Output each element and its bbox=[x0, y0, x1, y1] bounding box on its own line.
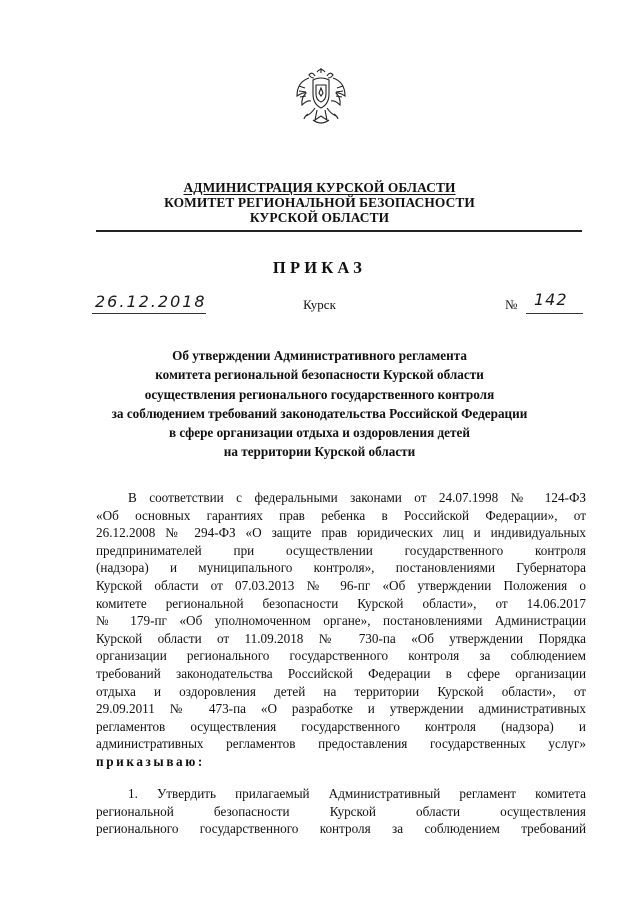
title-line: на территории Курской области bbox=[223, 444, 416, 460]
document-city: Курск bbox=[303, 297, 336, 312]
body-line: Курской области от 07.03.2013 № 96-пг «Об утверждении Положения о bbox=[96, 577, 586, 593]
body-line: (надзора) и муниципального контроля», постановлениями Губернатора bbox=[96, 560, 586, 576]
body-line: В соответствии с федеральными законами от 24.07.1998 № 124-ФЗ bbox=[128, 490, 586, 505]
body-line: Курской области от 11.09.2018 № 730-па «Об утверждении Порядка bbox=[96, 630, 586, 646]
clause-line: 1. Утвердить прилагаемый Административный регламент комитета bbox=[128, 786, 586, 801]
date-underline bbox=[92, 313, 206, 314]
preamble-paragraph bbox=[96, 489, 586, 771]
title-line: осуществления регионального государственного контроля bbox=[144, 386, 495, 402]
document-type: ПРИКАЗ bbox=[272, 258, 367, 277]
title-line: Об утверждении Административного регламента bbox=[172, 348, 467, 363]
body-line: требований законодательства Российской Федерации в сфере организации bbox=[96, 665, 586, 681]
document-date: 26.12.2018 bbox=[95, 292, 207, 311]
number-underline bbox=[526, 313, 583, 314]
clause-1-paragraph bbox=[96, 785, 586, 838]
body-line: организации регионального государственного контроля за соблюдением bbox=[96, 648, 586, 664]
body-line: № 179-пг «Об уполномоченном органе», постановлениями Администрации bbox=[96, 613, 586, 629]
body-line: регламентов осуществления государственного контроля (надзора) и bbox=[96, 718, 586, 734]
document-number: 142 bbox=[534, 290, 568, 309]
header-divider bbox=[96, 230, 582, 232]
body-line: предпринимателей при осуществлении государственного контроля bbox=[96, 542, 586, 558]
document-title bbox=[0, 346, 639, 462]
title-line: в сфере организации отдыха и оздоровления детей bbox=[169, 425, 470, 441]
coat-of-arms-icon bbox=[295, 66, 347, 128]
clause-line: региональной безопасности Курской области осуществления bbox=[96, 803, 586, 819]
body-line: 26.12.2008 № 294-ФЗ «О защите прав юридических лиц и индивидуальных bbox=[96, 525, 586, 541]
header-region: КУРСКОЙ ОБЛАСТИ bbox=[249, 210, 390, 225]
body-line: 29.09.2011 № 473-па «О разработке и утверждении административных bbox=[96, 701, 586, 717]
clause-line: регионального государственного контроля за соблюдением требований bbox=[96, 821, 586, 837]
title-line: за соблюдением требований законодательства Российской Федерации bbox=[111, 405, 528, 421]
body-line: административных регламентов предоставления государственных услуг» bbox=[96, 736, 586, 752]
body-line: комитете региональной безопасности Курской области», от 14.06.2017 bbox=[96, 595, 586, 611]
header-administration: АДМИНИСТРАЦИЯ КУРСКОЙ ОБЛАСТИ bbox=[183, 180, 456, 195]
decree-word: приказываю: bbox=[96, 753, 205, 769]
body-line: отдыха и оздоровления детей на территории Курской области», от bbox=[96, 683, 586, 699]
title-line: комитета региональной безопасности Курской области bbox=[155, 367, 484, 383]
header-committee: КОМИТЕТ РЕГИОНАЛЬНОЙ БЕЗОПАСНОСТИ bbox=[164, 195, 475, 210]
number-label: № bbox=[505, 297, 518, 312]
body-line: «Об основных гарантиях прав ребенка в Российской Федерации», от bbox=[96, 507, 586, 523]
